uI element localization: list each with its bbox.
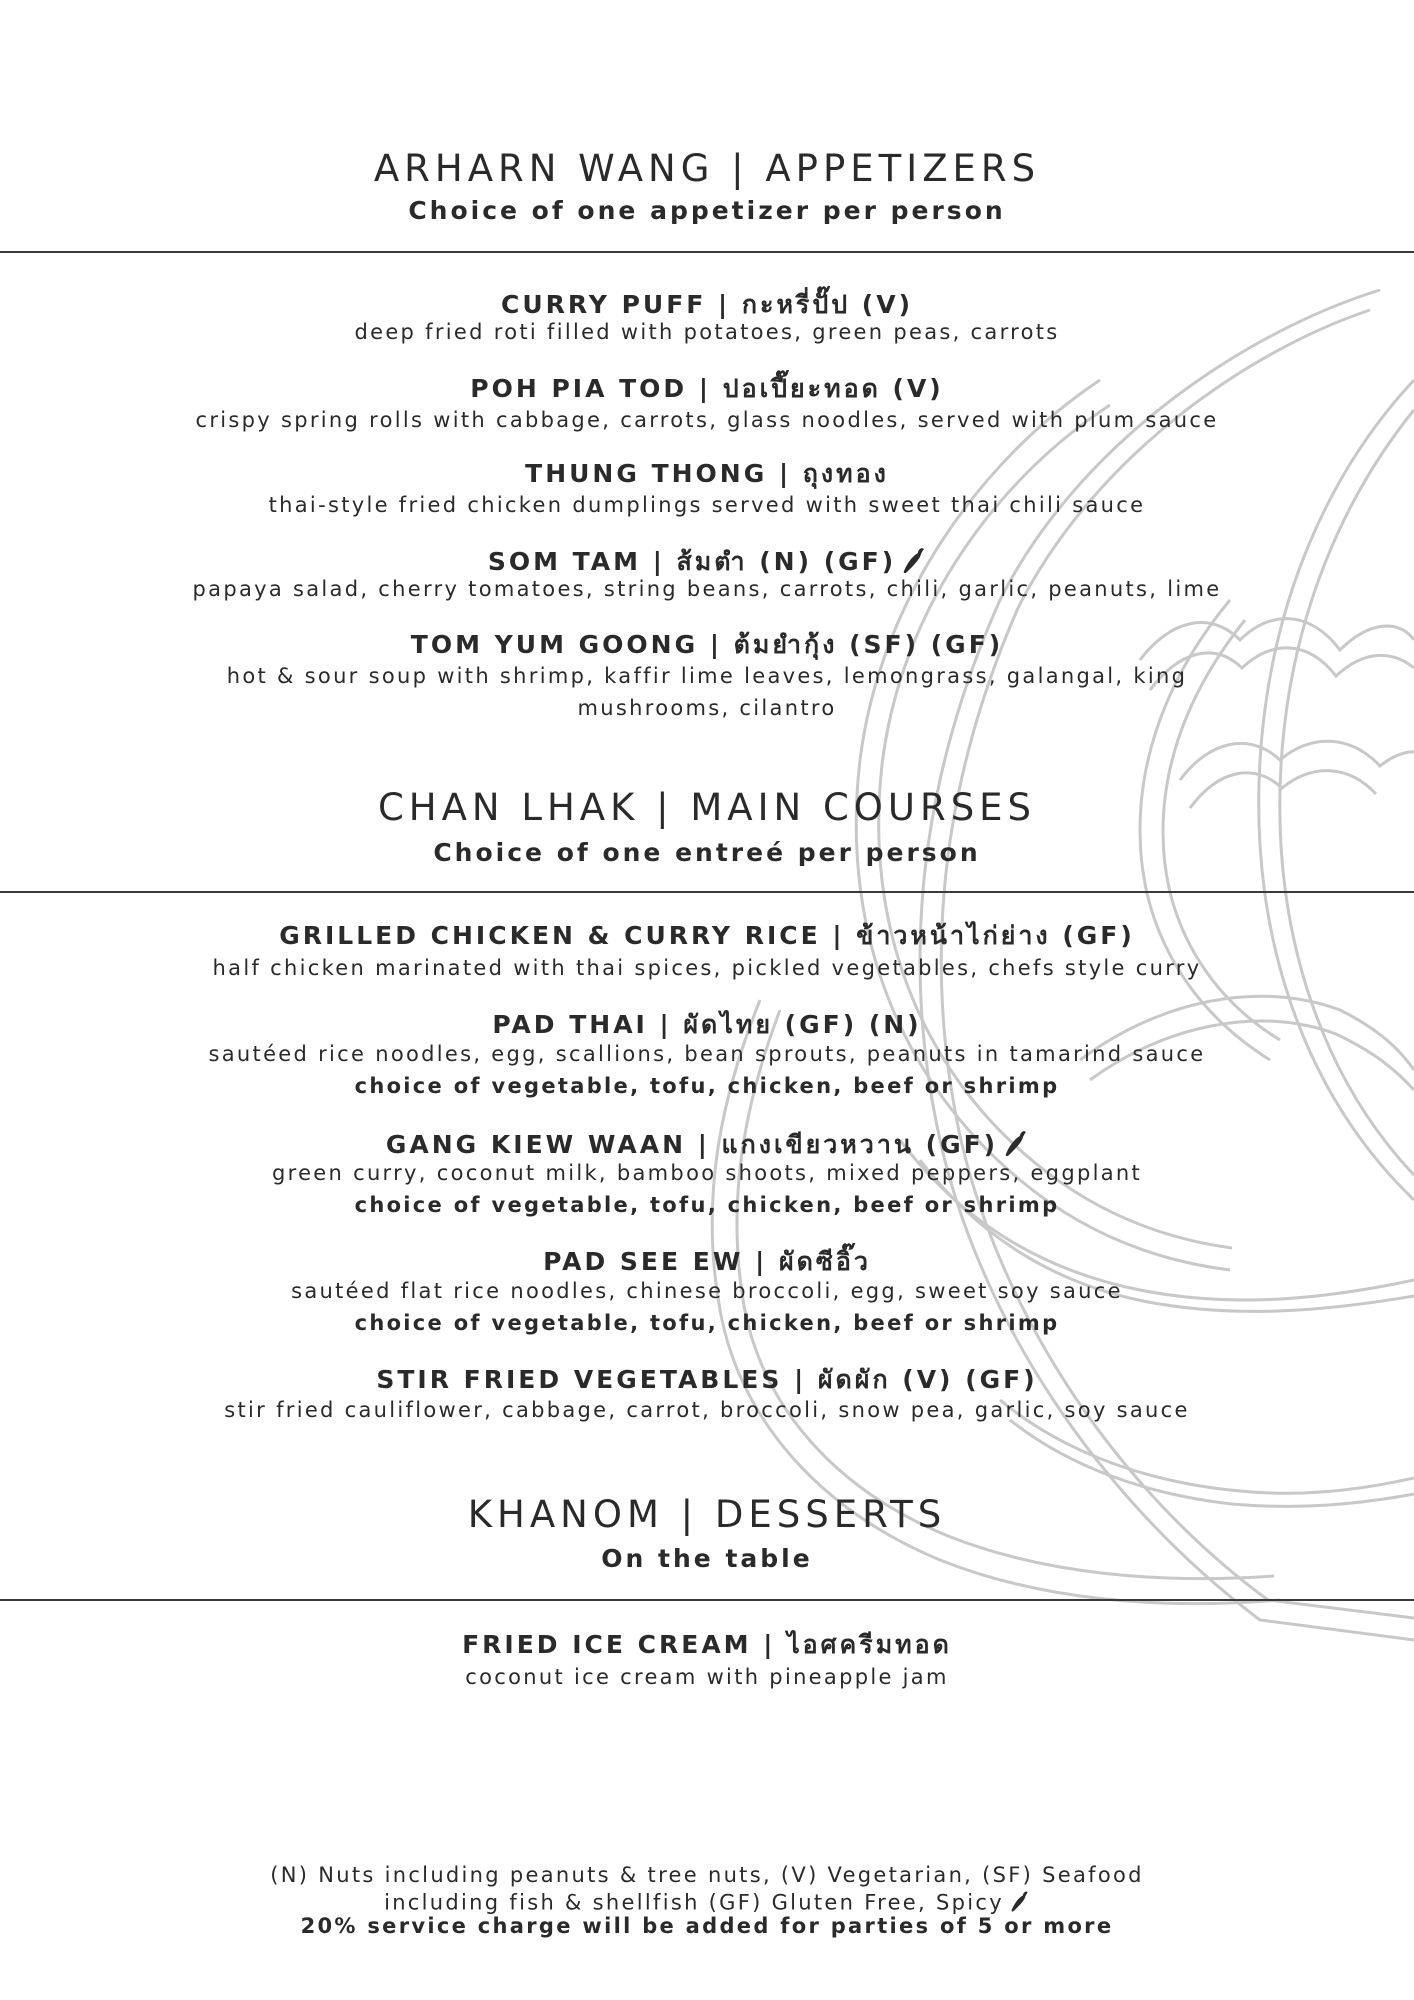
menu-item-name: STIR FRIED VEGETABLES | ผัดผัก (V) (GF) [376, 1365, 1038, 1394]
menu-item-name: TOM YUM GOONG | ต้มยำกุ้ง (SF) (GF) [410, 630, 1004, 659]
menu-item-description: crispy spring rolls with cabbage, carrots, glass noodles, served with plum sauce [195, 408, 1219, 432]
footer-service-charge: 20% service charge will be added for parties of 5 or more [300, 1914, 1114, 1938]
menu-item-name: FRIED ICE CREAM | ไอศครีมทอด [462, 1630, 952, 1659]
menu-item-name: GRILLED CHICKEN & CURRY RICE | ข้าวหน้าไก่ย่าง (GF) [279, 921, 1135, 950]
menu-item-name-text: GANG KIEW WAAN | แกงเขียวหวาน (GF) [385, 1130, 999, 1159]
section-title-main-courses: CHAN LHAK | MAIN COURSES [377, 786, 1037, 829]
section-title-appetizers: ARHARN WANG | APPETIZERS [373, 147, 1041, 190]
menu-item-description: sautéed flat rice noodles, chinese broccoli, egg, sweet soy sauce [291, 1279, 1123, 1303]
menu-item-description: green curry, coconut milk, bamboo shoots, mixed peppers, eggplant [271, 1161, 1143, 1185]
menu-item-name [0, 1125, 1414, 1165]
menu-item-description: thai-style fried chicken dumplings served with sweet thai chili sauce [268, 493, 1146, 517]
menu-item-description: coconut ice cream with pineapple jam [465, 1665, 949, 1689]
menu-item-description: stir fried cauliflower, cabbage, carrot, broccoli, snow pea, garlic, soy sauce [224, 1398, 1190, 1422]
section-subtitle-appetizers: Choice of one appetizer per person [408, 196, 1006, 225]
menu-item-name: POH PIA TOD | ปอเปี๊ยะทอด (V) [470, 374, 944, 403]
menu-item-description: mushrooms, cilantro [577, 696, 837, 720]
section-divider [0, 1599, 1414, 1601]
chili-pepper-icon [1002, 1128, 1028, 1164]
section-subtitle-main-courses: Choice of one entreé per person [433, 838, 981, 867]
section-subtitle-desserts: On the table [601, 1544, 813, 1573]
menu-item-name: PAD SEE EW | ผัดซีอิ๊ว [543, 1247, 871, 1276]
menu-item-description: half chicken marinated with thai spices, pickled vegetables, chefs style curry [212, 956, 1202, 980]
menu-item-description: sautéed rice noodles, egg, scallions, bean sprouts, peanuts in tamarind sauce [208, 1042, 1206, 1066]
section-divider [0, 251, 1414, 253]
menu-item-name-text: SOM TAM | ส้มตำ (N) (GF) [487, 547, 897, 576]
menu-item-description: deep fried roti filled with potatoes, green peas, carrots [354, 320, 1060, 344]
menu-item-choice: choice of vegetable, tofu, chicken, beef or shrimp [354, 1193, 1060, 1217]
footer-legend-text: including fish & shellfish (GF) Gluten Free, Spicy [384, 1890, 1004, 1915]
section-divider [0, 891, 1414, 893]
section-title-desserts: KHANOM | DESSERTS [467, 1493, 947, 1536]
menu-item-description: hot & sour soup with shrimp, kaffir lime leaves, lemongrass, galangal, king [226, 664, 1188, 688]
menu-item-description: papaya salad, cherry tomatoes, string beans, carrots, chili, garlic, peanuts, lime [192, 577, 1222, 601]
menu-item-name: PAD THAI | ผัดไทย (GF) (N) [492, 1010, 922, 1039]
chili-pepper-icon [900, 545, 926, 581]
menu-item-choice: choice of vegetable, tofu, chicken, beef or shrimp [354, 1311, 1060, 1335]
menu-item-choice: choice of vegetable, tofu, chicken, beef or shrimp [354, 1074, 1060, 1098]
menu-item-name: CURRY PUFF | กะหรี่ปั๊ป (V) [500, 290, 914, 319]
menu-item-name: THUNG THONG | ถุงทอง [525, 459, 889, 488]
menu-item-name [0, 542, 1414, 582]
footer-legend: (N) Nuts including peanuts & tree nuts, (V) Vegetarian, (SF) Seafood [270, 1863, 1144, 1887]
